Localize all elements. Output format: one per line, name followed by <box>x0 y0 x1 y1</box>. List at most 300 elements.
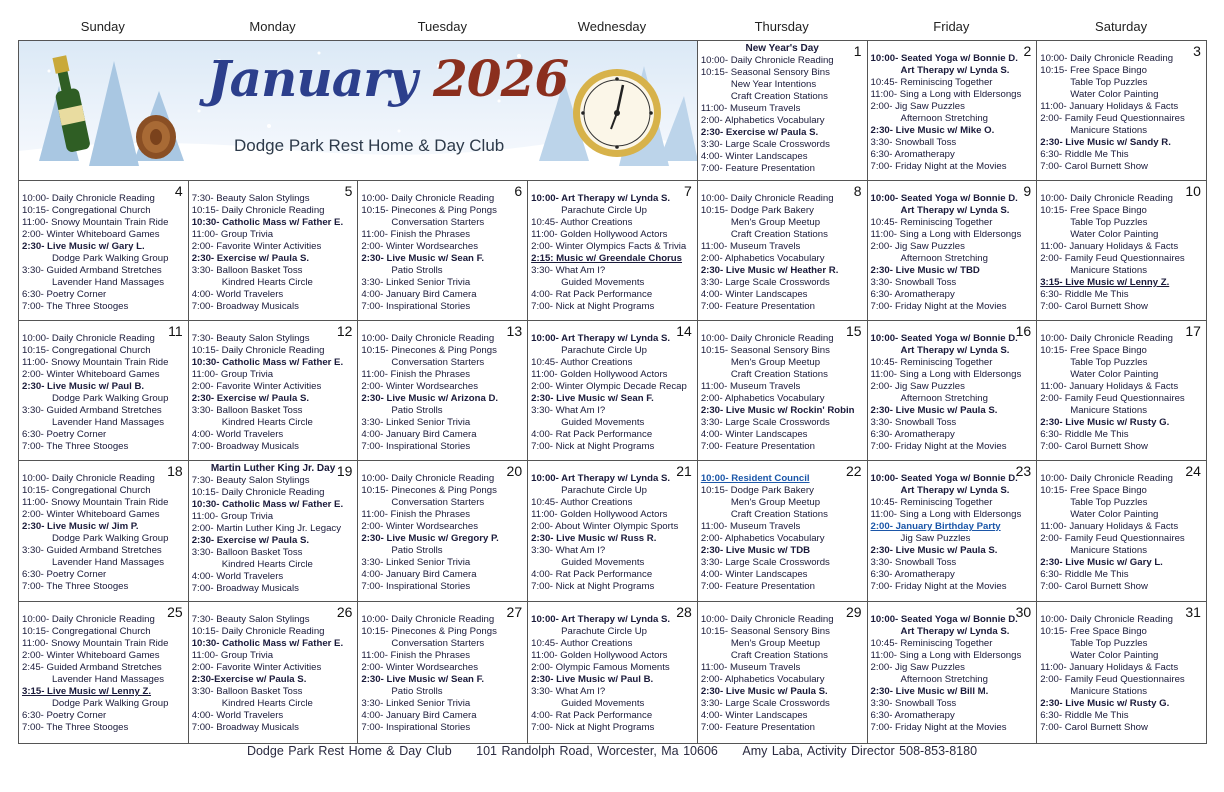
activity-item <box>531 674 695 686</box>
activity-item <box>871 217 1035 229</box>
activity-item <box>531 333 695 345</box>
activity-item <box>192 417 356 429</box>
activity-item <box>871 662 1035 674</box>
activity-text: 11:00- Sing a Long with Eldersongs <box>870 229 1022 240</box>
activity-item <box>192 662 356 674</box>
activity-item <box>531 485 695 497</box>
day-cell <box>698 41 868 181</box>
activity-list <box>192 475 356 595</box>
activity-text: 2:30- Live Music w/ Sean F. <box>531 393 654 404</box>
activity-text: Jig Saw Puzzles <box>900 533 971 544</box>
activity-text: Patio Strolls <box>391 686 443 697</box>
activity-text: 10:15- Pinecones & Ping Pongs <box>361 626 497 637</box>
activity-text: 2:30- Live Music w/ TDB <box>700 545 811 556</box>
activity-text: 2:30- Live Music w/ Bill M. <box>870 686 989 697</box>
activity-text: 2:30- Live Music w/ Paul B. <box>22 381 145 392</box>
activity-item <box>531 405 695 417</box>
activity-item <box>22 485 186 497</box>
activity-item <box>701 229 865 241</box>
activity-item <box>361 521 525 533</box>
activity-text: 7:30- Beauty Salon Stylings <box>191 475 310 486</box>
activity-text: 7:00- Friday Night at the Movies <box>870 581 1007 592</box>
activity-item <box>22 521 186 533</box>
day-cell <box>358 461 528 602</box>
activity-item <box>531 193 695 205</box>
activity-text: Manicure Stations <box>1070 125 1148 136</box>
activity-text: 3:30- Balloon Basket Toss <box>191 547 303 558</box>
activity-item <box>871 381 1035 393</box>
activity-item <box>192 345 356 357</box>
activity-text: 6:30- Poetry Corner <box>22 429 107 440</box>
day-number: 23 <box>1015 463 1032 479</box>
activity-text: 4:00- January Bird Camera <box>361 569 477 580</box>
activity-item <box>22 710 186 722</box>
activity-text: 7:00- Carol Burnett Show <box>1040 301 1148 312</box>
activity-text: 10:45- Author Creations <box>531 357 633 368</box>
activity-item <box>22 193 186 205</box>
activity-list <box>192 614 356 734</box>
activity-item <box>192 511 356 523</box>
activity-text: Dodge Park Walking Group <box>52 253 169 264</box>
activity-text: 2:30- Live Music w/ Paula S. <box>870 405 998 416</box>
activity-item <box>361 569 525 581</box>
activity-text: 10:00- Daily Chronicle Reading <box>1040 473 1174 484</box>
activity-item <box>361 710 525 722</box>
activity-item <box>361 509 525 521</box>
day-cell <box>528 181 698 321</box>
activity-text: 2:30- Live Music w/ Sean F. <box>361 674 485 685</box>
activity-text: 6:30- Aromatherapy <box>870 710 955 721</box>
activity-item <box>701 381 865 393</box>
activity-item <box>192 722 356 734</box>
activity-item <box>531 345 695 357</box>
activity-item <box>361 217 525 229</box>
activity-text: 11:00- Snowy Mountain Train Ride <box>22 638 169 649</box>
activity-text: 10:00- Daily Chronicle Reading <box>361 473 495 484</box>
activity-text: Afternoon Stretching <box>900 393 988 404</box>
activity-item <box>871 289 1035 301</box>
activity-item <box>701 151 865 163</box>
activity-item <box>701 241 865 253</box>
day-number: 17 <box>1185 323 1201 339</box>
activity-text: 6:30- Aromatherapy <box>870 149 955 160</box>
activity-text: 10:00- Daily Chronicle Reading <box>361 193 495 204</box>
activity-text: 2:00- Winter Whiteboard Games <box>22 509 160 520</box>
activity-list <box>1040 53 1204 173</box>
activity-text: 4:00- Winter Landscapes <box>700 710 808 721</box>
activity-text: 7:00- Friday Night at the Movies <box>870 301 1007 312</box>
activity-item <box>701 205 865 217</box>
activity-text: 2:00- Alphabetics Vocabulary <box>700 115 825 126</box>
activity-item <box>22 381 186 393</box>
weekday-header-row <box>18 18 1206 40</box>
activity-item <box>22 441 186 453</box>
activity-text: Craft Creation Stations <box>730 91 828 102</box>
activity-text: 4:00- Rat Pack Performance <box>531 429 653 440</box>
activity-text: 3:30- Large Scale Crosswords <box>700 139 830 150</box>
activity-text: 2:00- Olympic Famous Moments <box>531 662 670 673</box>
activity-text: Parachute Circle Up <box>561 345 647 356</box>
activity-text: Parachute Circle Up <box>561 205 647 216</box>
activity-item <box>871 473 1035 485</box>
activity-list <box>701 614 865 734</box>
activity-item <box>22 674 186 686</box>
activity-text: 11:00- Sing a Long with Eldersongs <box>870 509 1022 520</box>
activity-item <box>701 333 865 345</box>
activity-item <box>1040 205 1204 217</box>
activity-text: Conversation Starters <box>391 357 485 368</box>
activity-text: 7:00- Nick at Night Programs <box>531 581 655 592</box>
activity-text: 10:30- Catholic Mass w/ Father E. <box>191 217 344 228</box>
activity-text: 6:30- Riddle Me This <box>1040 149 1129 160</box>
activity-text: 2:30- Live Music w/ Jim P. <box>22 521 139 532</box>
activity-text: 6:30- Poetry Corner <box>22 289 107 300</box>
activity-text: 10:45- Reminiscing Together <box>870 77 993 88</box>
activity-text: 4:00- World Travelers <box>191 289 284 300</box>
activity-text: 11:00- Finish the Phrases <box>361 369 471 380</box>
activity-text: 3:30- Linked Senior Trivia <box>361 417 471 428</box>
activity-item <box>22 686 186 698</box>
activity-text: 7:00- Friday Night at the Movies <box>870 722 1007 733</box>
day-number: 15 <box>845 323 862 339</box>
activity-text: Men's Group Meetup <box>730 217 821 228</box>
activity-text: 2:00- Winter Olympic Decade Recap <box>531 381 687 392</box>
activity-text: 11:00- Museum Travels <box>700 381 801 392</box>
activity-item <box>871 497 1035 509</box>
day-number: 9 <box>1023 183 1032 199</box>
activity-text: Kindred Hearts Circle <box>221 559 313 570</box>
activity-item <box>531 253 695 265</box>
activity-item <box>192 217 356 229</box>
activity-item <box>192 241 356 253</box>
day-cell <box>1037 321 1207 461</box>
activity-text: 10:45- Reminiscing Together <box>870 357 993 368</box>
activity-item <box>1040 485 1204 497</box>
activity-text: 4:00- January Bird Camera <box>361 710 477 721</box>
activity-text: 2:00- Winter Wordsearches <box>361 241 478 252</box>
activity-text: 10:00- Daily Chronicle Reading <box>1040 53 1174 64</box>
activity-item <box>701 533 865 545</box>
activity-text: 2:30- Live Music w/ Rusty G. <box>1040 417 1170 428</box>
activity-text: Art Therapy w/ Lynda S. <box>900 485 1010 496</box>
activity-item <box>701 638 865 650</box>
activity-text: 6:30- Riddle Me This <box>1040 289 1129 300</box>
activity-text: 7:00- The Three Stooges <box>22 581 129 592</box>
activity-item <box>1040 113 1204 125</box>
activity-item <box>1040 662 1204 674</box>
activity-text: Men's Group Meetup <box>730 357 821 368</box>
activity-text: 10:15- Free Space Bingo <box>1040 485 1147 496</box>
activity-item <box>361 638 525 650</box>
activity-text: 3:30- What Am I? <box>531 545 606 556</box>
activity-text: 2:30- Live Music w/ Arizona D. <box>361 393 499 404</box>
activity-item <box>701 509 865 521</box>
activity-item <box>531 301 695 313</box>
activity-item <box>531 509 695 521</box>
activity-item <box>871 557 1035 569</box>
activity-text: 2:30- Live Music w/ Sandy R. <box>1040 137 1171 148</box>
activity-list <box>361 473 525 593</box>
activity-text: Parachute Circle Up <box>561 485 647 496</box>
activity-item <box>871 417 1035 429</box>
activity-item <box>871 161 1035 173</box>
activity-item <box>22 301 186 313</box>
activity-list <box>1040 614 1204 734</box>
activity-item <box>22 662 186 674</box>
activity-text: 2:00- Martin Luther King Jr. Legacy <box>191 523 342 534</box>
activity-text: 4:00- World Travelers <box>191 710 284 721</box>
activity-item <box>701 441 865 453</box>
activity-item <box>871 533 1035 545</box>
activity-text: 7:00- Feature Presentation <box>700 301 815 312</box>
activity-list <box>361 333 525 453</box>
activity-item <box>361 674 525 686</box>
activity-item <box>1040 509 1204 521</box>
activity-text: 10:00- Daily Chronicle Reading <box>700 614 834 625</box>
activity-text: 7:00- Nick at Night Programs <box>531 301 655 312</box>
activity-item <box>361 497 525 509</box>
activity-item <box>871 710 1035 722</box>
activity-text: 3:30- Large Scale Crosswords <box>700 417 830 428</box>
day-number: 14 <box>676 323 692 339</box>
activity-item <box>701 55 865 67</box>
calendar-week-row <box>19 41 1207 181</box>
activity-item <box>192 253 356 265</box>
day-number: 7 <box>684 183 692 199</box>
activity-item <box>1040 545 1204 557</box>
activity-text: Water Color Painting <box>1070 229 1159 240</box>
activity-item <box>531 650 695 662</box>
activity-item <box>701 569 865 581</box>
activity-text: 7:00- The Three Stooges <box>22 722 129 733</box>
activity-text: 3:30- Guided Armband Stretches <box>22 405 162 416</box>
day-cell <box>868 602 1038 744</box>
activity-item <box>1040 557 1204 569</box>
activity-text: 2:00- Alphabetics Vocabulary <box>700 253 825 264</box>
activity-item <box>871 429 1035 441</box>
activity-item <box>22 241 186 253</box>
activity-text: 2:00- Family Feud Questionnaires <box>1040 533 1185 544</box>
activity-item <box>1040 289 1204 301</box>
activity-text: 6:30- Aromatherapy <box>870 289 955 300</box>
activity-text: 7:00- Carol Burnett Show <box>1040 722 1148 733</box>
activity-item <box>22 217 186 229</box>
activity-text: 4:00- Rat Pack Performance <box>531 710 653 721</box>
calendar-week-row <box>19 321 1207 461</box>
activity-list <box>192 193 356 313</box>
activity-text: 7:00- Broadway Musicals <box>191 301 299 312</box>
activity-item <box>22 638 186 650</box>
day-cell <box>698 181 868 321</box>
activity-text: 11:00- Group Trivia <box>191 229 274 240</box>
activity-text: 2:00- Winter Wordsearches <box>361 381 478 392</box>
activity-item <box>531 417 695 429</box>
activity-text: 7:00- Inspirational Stories <box>361 301 471 312</box>
activity-item <box>871 357 1035 369</box>
activity-text: 2:30- Live Music w/ Rockin' Robin <box>700 405 855 416</box>
activity-item <box>701 710 865 722</box>
activity-item <box>192 333 356 345</box>
activity-item <box>192 535 356 547</box>
activity-text: 2:00- Family Feud Questionnaires <box>1040 253 1185 264</box>
activity-text: Lavender Hand Massages <box>52 557 164 568</box>
activity-item <box>1040 674 1204 686</box>
day-number: 6 <box>514 183 523 199</box>
activity-text: 2:00- Jig Saw Puzzles <box>870 662 965 673</box>
activity-list <box>871 473 1035 593</box>
activity-text: New Year Intentions <box>730 79 817 90</box>
activity-item <box>871 722 1035 734</box>
activity-item <box>701 139 865 151</box>
activity-text: 10:00- Daily Chronicle Reading <box>361 333 495 344</box>
activity-text: 4:00- Rat Pack Performance <box>531 289 653 300</box>
activity-text: Craft Creation Stations <box>730 229 828 240</box>
activity-item <box>361 662 525 674</box>
activity-item <box>361 545 525 557</box>
activity-item <box>1040 253 1204 265</box>
activity-item <box>192 301 356 313</box>
activity-text: Guided Movements <box>561 698 645 709</box>
activity-text: Dodge Park Walking Group <box>52 698 169 709</box>
day-number: 19 <box>336 463 353 479</box>
activity-item <box>361 722 525 734</box>
activity-item <box>361 473 525 485</box>
activity-text: 11:00- Finish the Phrases <box>361 650 471 661</box>
activity-list <box>531 193 695 313</box>
activity-item <box>871 581 1035 593</box>
activity-text: 2:30- Live Music w/ Sean F. <box>361 253 485 264</box>
activity-item <box>701 277 865 289</box>
activity-text: 3:30- Snowball Toss <box>870 557 957 568</box>
activity-text: 7:00- The Three Stooges <box>22 441 129 452</box>
activity-text: 11:00- January Holidays & Facts <box>1040 241 1179 252</box>
activity-item <box>192 650 356 662</box>
activity-item <box>192 583 356 595</box>
day-number: 30 <box>1015 604 1032 620</box>
activity-text: 10:00- Daily Chronicle Reading <box>22 333 155 344</box>
activity-text: Parachute Circle Up <box>561 626 647 637</box>
activity-text: 3:30- Large Scale Crosswords <box>700 277 830 288</box>
activity-text: 10:30- Catholic Mass w/ Father E. <box>191 499 344 510</box>
activity-text: Craft Creation Stations <box>730 650 828 661</box>
day-cell <box>528 461 698 602</box>
activity-text: 2:15: Music w/ Greendale Chorus <box>531 253 682 264</box>
activity-text: 3:30- Large Scale Crosswords <box>700 698 830 709</box>
activity-item <box>22 345 186 357</box>
day-cell <box>19 602 189 744</box>
activity-list <box>1040 193 1204 313</box>
activity-text: 2:30- Live Music w/ Gregory P. <box>361 533 499 544</box>
activity-item <box>1040 65 1204 77</box>
activity-item <box>701 357 865 369</box>
activity-text: Guided Movements <box>561 277 645 288</box>
activity-item <box>22 265 186 277</box>
activity-item <box>361 277 525 289</box>
activity-text: 2:30- Exercise w/ Paula S. <box>700 127 819 138</box>
day-number: 10 <box>1185 183 1201 199</box>
activity-item <box>192 205 356 217</box>
activity-item <box>531 289 695 301</box>
activity-item <box>22 569 186 581</box>
activity-item <box>701 393 865 405</box>
activity-item <box>701 650 865 662</box>
activity-text: 7:00- Friday Night at the Movies <box>870 441 1007 452</box>
activity-text: 7:00- Inspirational Stories <box>361 722 471 733</box>
activity-text: 7:00- Nick at Night Programs <box>531 722 655 733</box>
activity-item <box>531 686 695 698</box>
day-cell <box>1037 181 1207 321</box>
footer-address: 101 Randolph Road, Worcester, Ma 10606 <box>476 744 718 758</box>
activity-item <box>701 473 865 485</box>
activity-item <box>531 429 695 441</box>
day-number: 18 <box>167 463 183 479</box>
activity-item <box>871 686 1035 698</box>
activity-item <box>1040 497 1204 509</box>
activity-text: 2:00- Jig Saw Puzzles <box>870 381 965 392</box>
activity-text: 11:00- Golden Hollywood Actors <box>531 509 668 520</box>
activity-text: 10:15- Congregational Church <box>22 485 151 496</box>
activity-item <box>192 571 356 583</box>
activity-text: 3:30- What Am I? <box>531 265 606 276</box>
activity-text: 7:00- Broadway Musicals <box>191 583 299 594</box>
activity-text: 4:00- Winter Landscapes <box>700 151 808 162</box>
activity-item <box>22 533 186 545</box>
activity-text: Table Top Puzzles <box>1070 497 1148 508</box>
activity-text: 6:30- Riddle Me This <box>1040 710 1129 721</box>
activity-item <box>871 674 1035 686</box>
activity-item <box>701 674 865 686</box>
weekday-header: Friday <box>933 19 970 34</box>
activity-item <box>361 381 525 393</box>
activity-item <box>22 509 186 521</box>
activity-item <box>1040 722 1204 734</box>
activity-item <box>531 241 695 253</box>
activity-item <box>361 205 525 217</box>
activity-item <box>22 581 186 593</box>
activity-text: 10:15- Congregational Church <box>22 626 151 637</box>
activity-text: Art Therapy w/ Lynda S. <box>900 205 1010 216</box>
activity-item <box>871 205 1035 217</box>
activity-item <box>22 393 186 405</box>
activity-item <box>192 710 356 722</box>
day-number: 13 <box>506 323 523 339</box>
day-number: 31 <box>1185 604 1201 620</box>
activity-item <box>871 193 1035 205</box>
activity-item <box>871 229 1035 241</box>
activity-item <box>361 429 525 441</box>
activity-text: Table Top Puzzles <box>1070 638 1148 649</box>
activity-text: 2:00- Alphabetics Vocabulary <box>700 674 825 685</box>
activity-item <box>701 345 865 357</box>
activity-text: 10:15- Daily Chronicle Reading <box>191 487 325 498</box>
activity-text: 10:00- Daily Chronicle Reading <box>700 333 834 344</box>
activity-text: 2:00- About Winter Olympic Sports <box>531 521 679 532</box>
activity-item <box>531 698 695 710</box>
activity-text: 7:00- Feature Presentation <box>700 581 815 592</box>
activity-text: 10:45- Reminiscing Together <box>870 217 993 228</box>
activity-text: 10:15- Free Space Bingo <box>1040 626 1147 637</box>
activity-item <box>1040 393 1204 405</box>
activity-item <box>192 441 356 453</box>
activity-item <box>531 441 695 453</box>
activity-text: 7:00- Broadway Musicals <box>191 722 299 733</box>
activity-text: Art Therapy w/ Lynda S. <box>900 626 1010 637</box>
activity-item <box>1040 626 1204 638</box>
activity-text: 10:15- Congregational Church <box>22 205 151 216</box>
activity-item <box>871 441 1035 453</box>
activity-item <box>871 113 1035 125</box>
activity-item <box>701 485 865 497</box>
